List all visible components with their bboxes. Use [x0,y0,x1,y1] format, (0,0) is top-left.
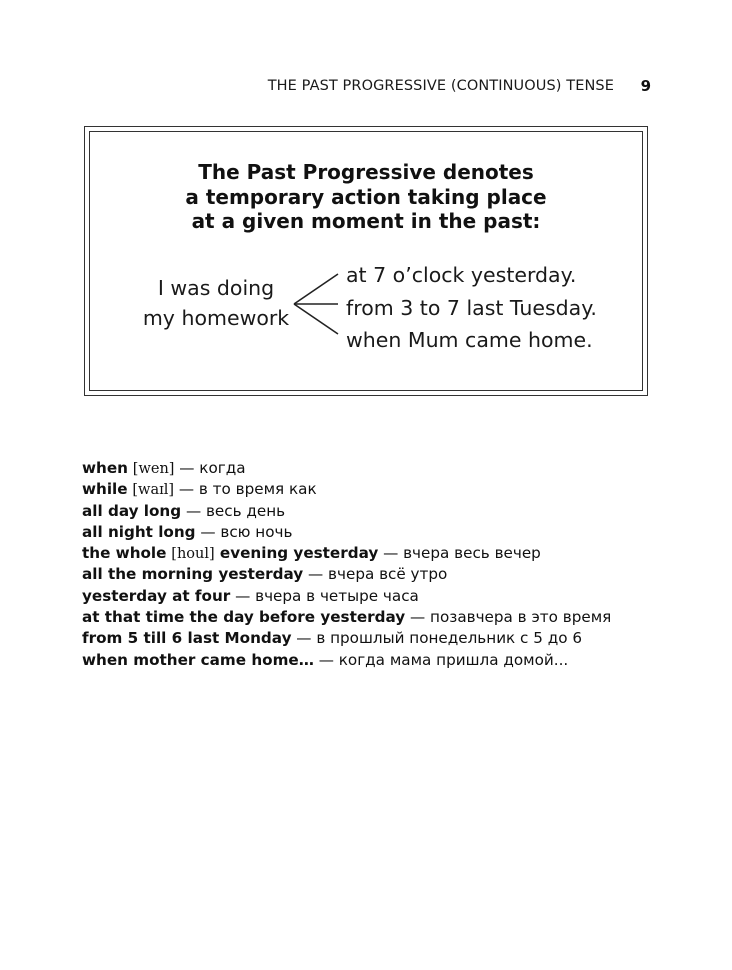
rule-heading-line: a temporary action taking place [185,184,547,209]
rule-heading-line: at a given moment in the past: [191,209,541,233]
example-subject-line: I was doing [157,276,275,300]
branch-lines [292,268,342,340]
vocab-item [82,650,611,671]
example-time-phrase: at 7 o’clock yesterday. [346,263,577,287]
vocab-russian: — вчера в четыре часа [230,586,419,605]
vocab-english: all the morning yesterday [82,565,304,584]
vocab-english: when [82,459,128,477]
rule-box-inner-border [89,131,643,391]
example-subject-line: my homework [142,306,290,330]
vocab-item [82,586,611,607]
vocab-item [82,607,611,628]
vocab-english: at that time the day before yesterday [82,608,406,627]
vocab-english: the whole [82,544,167,563]
running-head-title: THE PAST PROGRESSIVE (CONTINUOUS) TENSE [267,78,614,94]
rule-box [84,126,648,396]
vocab-item [82,522,611,543]
vocab-item [82,479,611,500]
vocab-russian: — когда мама пришла домой... [313,650,569,669]
vocab-transcription: [waɪl] [132,482,175,499]
rule-heading [90,160,642,234]
branch-line-top [294,274,338,304]
running-head [0,78,732,100]
branch-line-bottom [294,304,338,334]
vocab-russian: — всю ночь [195,522,293,541]
example-time-phrase: when Mum came home. [346,328,593,352]
vocab-item [82,501,611,522]
vocab-english: yesterday at four [82,586,231,605]
vocab-russian: — весь день [181,501,286,520]
vocab-english: when mother came home… [82,650,314,669]
vocab-item [82,564,611,585]
vocab-russian: — позавчера в это время [405,608,612,627]
vocab-russian: — когда [174,459,246,477]
vocab-item [82,543,611,564]
vocab-item [82,458,611,479]
vocab-english: all night long [82,522,196,541]
example-time-phrase: from 3 to 7 last Tuesday. [346,295,597,320]
vocab-item [82,628,611,649]
vocab-russian: — вчера весь вечер [378,544,541,563]
vocab-english: from 5 till 6 last Monday [82,629,292,648]
vocab-english-continued: evening yesterday [214,544,379,563]
vocab-english: all day long [82,501,182,520]
vocab-russian: — в то время как [174,480,317,499]
page-number: 9 [640,77,651,95]
rule-heading-line: The Past Progressive denotes [198,160,534,184]
vocab-transcription: [houl] [171,546,215,563]
vocab-russian: — вчера всё утро [303,565,448,584]
vocab-russian: — в прошлый понедельник с 5 до 6 [291,629,583,648]
example-subject [142,273,290,333]
vocab-transcription: [wen] [132,461,175,477]
vocab-english: while [82,480,128,499]
vocabulary-list [82,458,611,671]
example-time-phrases [346,259,597,357]
